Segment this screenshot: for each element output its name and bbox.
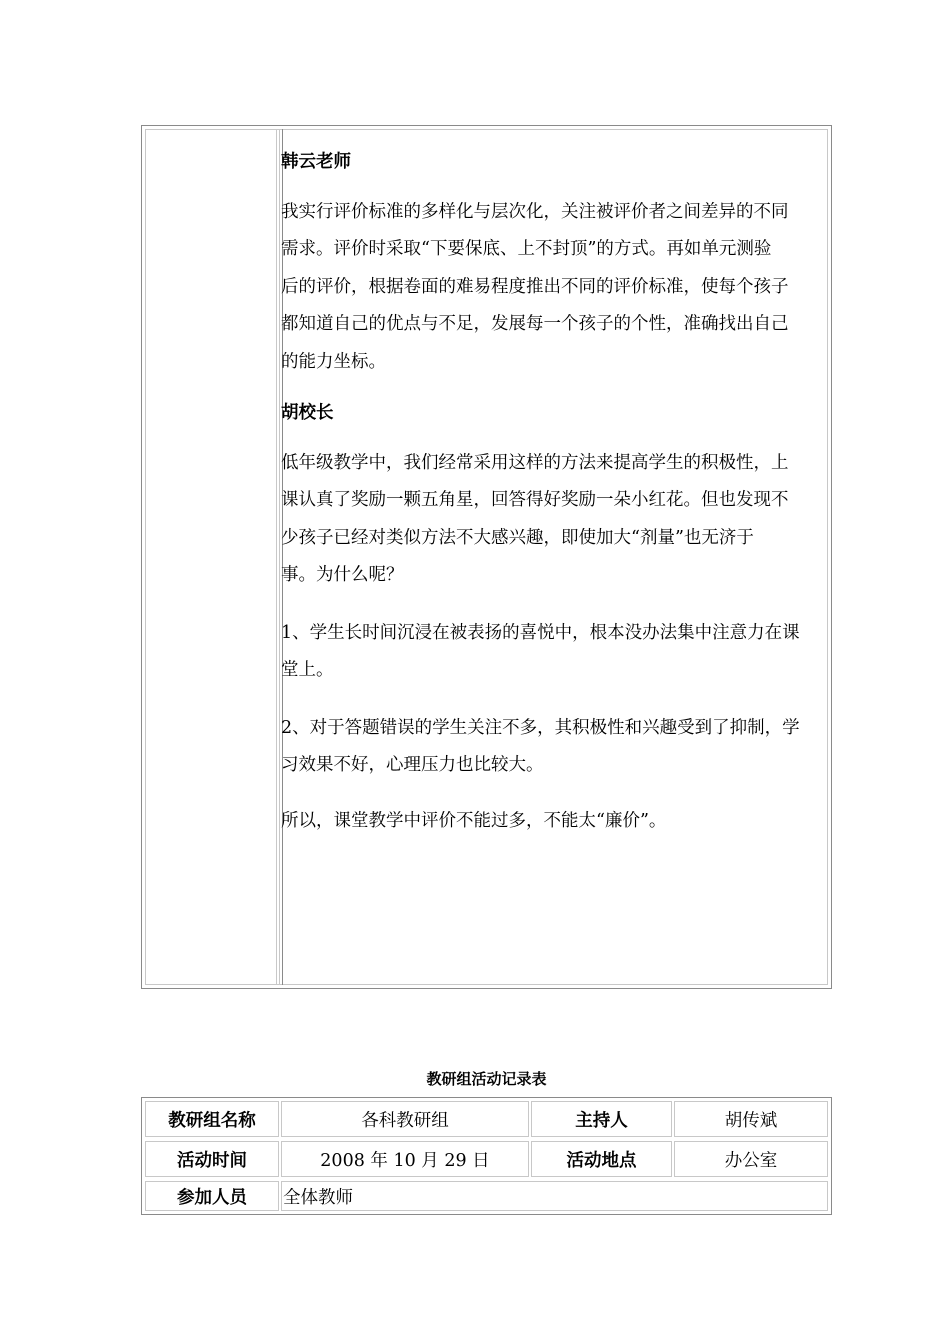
text-line: 我实行评价标准的多样化与层次化，关注被评价者之间差异的不同: [281, 201, 789, 222]
discussion-table: [141, 125, 832, 989]
paragraph: [281, 803, 831, 841]
label-host: 主持人: [531, 1101, 672, 1137]
speaker-name: 胡校长: [281, 403, 334, 423]
text-line: 1、学生长时间沉浸在被表扬的喜悦中，根本没办法集中注意力在课: [281, 622, 800, 643]
record-table-title: 教研组活动记录表: [426, 1070, 547, 1088]
text-line: 的能力坐标。: [281, 351, 386, 372]
text-line: 2、对于答题错误的学生关注不多，其积极性和兴趣受到了抑制，学: [281, 717, 800, 738]
paragraph: [281, 194, 831, 382]
value-activity-time: 2008 年 10 月 29 日: [281, 1141, 529, 1177]
label-participants: 参加人员: [145, 1181, 279, 1211]
text-line: 事。为什么呢？: [281, 565, 404, 585]
value-host: 胡传斌: [674, 1101, 828, 1137]
text-line: 都知道自己的优点与不足，发展每一个孩子的个性，准确找出自己: [281, 314, 789, 334]
text-line: 习效果不好，心理压力也比较大。: [281, 755, 544, 775]
paragraph: [281, 445, 831, 595]
text-line: 堂上。: [281, 660, 334, 680]
discussion-content-cell: [281, 144, 831, 840]
text-line: 后的评价，根据卷面的难易程度推出不同的评价标准，使每个孩子: [281, 276, 789, 297]
text-line: 少孩子已经对类似方法不大感兴趣，即使加大“剂量”也无济于: [281, 527, 754, 548]
label-activity-time: 活动时间: [145, 1141, 279, 1177]
value-activity-place: 办公室: [674, 1141, 828, 1177]
text-line: 所以，课堂教学中评价不能过多，不能太“廉价”。: [281, 810, 667, 831]
record-table: [141, 1097, 832, 1215]
left-empty-cell: [145, 129, 277, 985]
text-line: 需求。评价时采取“下要保底、上不封顶”的方式。再如单元测验: [281, 239, 772, 259]
value-group-name: 各科教研组: [281, 1101, 529, 1137]
label-activity-place: 活动地点: [531, 1141, 672, 1177]
text-line: 低年级教学中，我们经常采用这样的方法来提高学生的积极性，上: [281, 452, 789, 473]
text-line: 课认真了奖励一颗五角星，回答得好奖励一朵小红花。但也发现不: [281, 490, 789, 510]
speaker-name: 韩云老师: [281, 152, 351, 172]
value-participants: 全体教师: [281, 1181, 828, 1211]
paragraph: [281, 710, 831, 785]
label-group-name: 教研组名称: [145, 1101, 279, 1137]
paragraph: [281, 615, 831, 690]
